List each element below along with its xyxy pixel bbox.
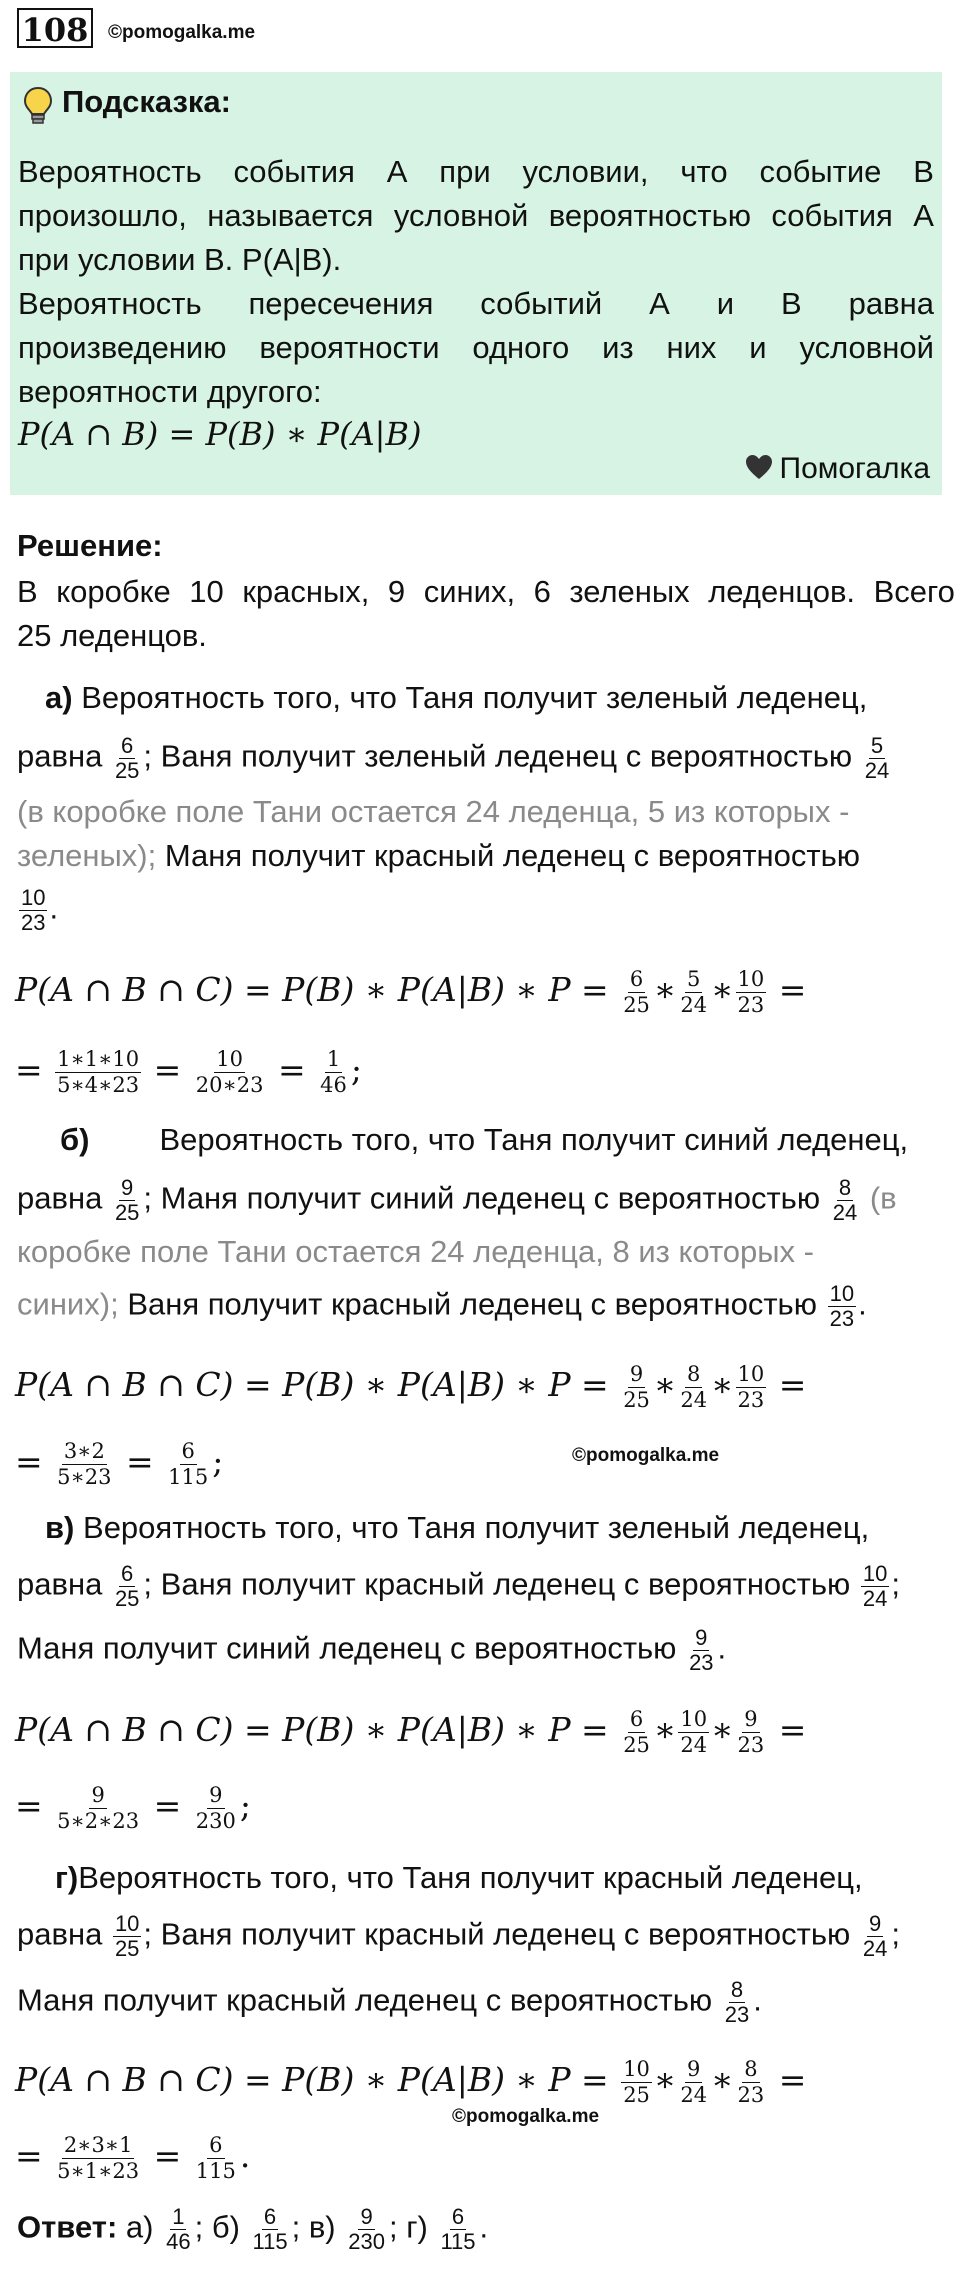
- fraction: $\frac{10}{23}$: [829, 1281, 855, 1331]
- word: коробке: [56, 574, 171, 609]
- word: пересечения: [248, 286, 434, 321]
- word: называется: [207, 198, 374, 233]
- fraction: $\frac{6}{115}$: [252, 2204, 288, 2254]
- fraction: $\frac{1}{46}$: [320, 1046, 347, 1097]
- hint-p1-line3: при условии В. Р(А|В).: [18, 242, 342, 277]
- solution-intro-line2: 25 леденцов.: [17, 618, 207, 653]
- fraction: $\frac{5}{24}$: [864, 733, 890, 783]
- part-b-line2: равна $\frac{9}{25}$ ; Маня получит синий леденец с вероятностью $\frac{8}{24}$ (в: [17, 1175, 897, 1225]
- word: равна: [848, 286, 934, 321]
- word: В: [781, 286, 802, 321]
- word: условии,: [522, 154, 649, 189]
- fraction: $\frac{9}{23}$: [737, 1706, 765, 1757]
- answer-label: Ответ:: [17, 2209, 118, 2245]
- solution-intro-line1: [17, 572, 955, 612]
- word: А: [386, 154, 408, 189]
- part-a-text1: Вероятность того, что Таня получит зеленый леденец,: [81, 680, 868, 715]
- fraction: $\frac{9}{230}$: [195, 1782, 236, 1833]
- fraction: $\frac{10}{20∗23}$: [195, 1046, 264, 1097]
- hint-p2-line1: [18, 282, 934, 326]
- hint-box: [10, 72, 942, 495]
- hint-p2-line3: вероятности другого:: [18, 374, 322, 409]
- fraction: $\frac{8}{23}$: [724, 1977, 750, 2027]
- fraction: $\frac{9}{230}$: [348, 2204, 385, 2254]
- word: при: [439, 154, 491, 189]
- part-d-eq1: P(A ∩ B ∩ C) = P(B) ∗ P(A|B) ∗ P = $\frac{10}{25}$ ∗ $\frac{9}{24}$ ∗ $\frac{8}{23}$ =: [15, 2056, 807, 2107]
- part-c-line2: равна $\frac{6}{25}$ ; Ваня получит красный леденец с вероятностью $\frac{10}{24}$ ;: [17, 1561, 901, 1611]
- hint-p1-line2: [18, 194, 934, 238]
- word: зеленых: [569, 574, 690, 609]
- fraction: $\frac{10}{25}$: [114, 1911, 140, 1961]
- hint-formula: P(A ∩ B) = P(B) ∗ P(A|B): [18, 415, 422, 453]
- fraction: $\frac{1∗1∗10}{5∗4∗23}$: [57, 1046, 140, 1097]
- fraction: $\frac{6}{25}$: [114, 1561, 140, 1611]
- word: произошло,: [18, 198, 187, 233]
- word: 6: [533, 574, 551, 609]
- word: и: [716, 286, 735, 321]
- word: Вероятность: [18, 154, 202, 189]
- fraction: $\frac{6}{115}$: [440, 2204, 476, 2254]
- fraction: $\frac{9}{25}$: [623, 1361, 650, 1412]
- part-b-line4: синих); Ваня получит красный леденец с вероятностью $\frac{10}{23}$ .: [17, 1281, 867, 1331]
- part-c-eq2: = $\frac{9}{5∗2∗23}$ = $\frac{9}{230}$ ;: [15, 1782, 251, 1833]
- fraction: $\frac{10}{23}$: [21, 885, 46, 935]
- part-b-line1: б) Вероятность того, что Таня получит синий леденец,: [60, 1122, 909, 1157]
- heart-icon: [744, 452, 774, 482]
- watermark-3: ©pomogalka.me: [452, 2106, 600, 2127]
- part-a-eq1: P(A ∩ B ∩ C) = P(B) ∗ P(A|B) ∗ P = $\frac{6}{25}$ ∗ $\frac{5}{24}$ ∗ $\frac{10}{23}$ =: [15, 966, 807, 1017]
- word: 10: [189, 574, 224, 609]
- part-a-label: а): [45, 680, 73, 715]
- fraction: $\frac{8}{23}$: [737, 2056, 765, 2107]
- fraction: $\frac{10}{24}$: [680, 1706, 708, 1757]
- part-a-eq2: = $\frac{1∗1∗10}{5∗4∗23}$ = $\frac{10}{20∗23}$ = $\frac{1}{46}$ ;: [15, 1046, 362, 1097]
- part-d-eq2: = $\frac{2∗3∗1}{5∗1∗23}$ = $\frac{6}{115}$ .: [15, 2132, 251, 2183]
- word: А: [913, 198, 934, 233]
- fraction: $\frac{6}{115}$: [168, 1438, 209, 1489]
- word: вероятностью: [548, 198, 752, 233]
- solution-title: Решение:: [17, 528, 163, 563]
- answer-line: Ответ: а) $\frac{1}{46}$ ; б) $\frac{6}{115}$ ; в) $\frac{9}{230}$ ; г) $\frac{6}{115}$ .: [17, 2204, 489, 2254]
- fraction: $\frac{10}{25}$: [623, 2056, 650, 2107]
- part-d-line3: Маня получит красный леденец с вероятностью $\frac{8}{23}$ .: [17, 1977, 762, 2027]
- word: Всего: [873, 574, 955, 609]
- word: условной: [799, 330, 934, 365]
- part-c-eq1: P(A ∩ B ∩ C) = P(B) ∗ P(A|B) ∗ P = $\frac{6}{25}$ ∗ $\frac{10}{24}$ ∗ $\frac{9}{23}$ =: [15, 1706, 807, 1757]
- fraction: $\frac{9}{23}$: [689, 1625, 714, 1675]
- word: произведению: [18, 330, 227, 365]
- fraction: $\frac{10}{23}$: [737, 1361, 765, 1412]
- fraction: $\frac{9}{24}$: [862, 1911, 888, 1961]
- part-a-text2b: ; Ваня получит зеленый леденец с вероятностью: [143, 738, 853, 774]
- lightbulb-icon: [22, 86, 54, 126]
- part-d-label: г): [55, 1860, 79, 1895]
- fraction: $\frac{8}{24}$: [832, 1175, 858, 1225]
- fraction: $\frac{3∗2}{5∗23}$: [57, 1438, 112, 1489]
- part-d-line2: равна $\frac{10}{25}$ ; Ваня получит красный леденец с вероятностью $\frac{9}{24}$ ;: [17, 1911, 901, 1961]
- word: из: [602, 330, 634, 365]
- part-a-line1: [45, 678, 867, 718]
- brand: [744, 452, 931, 486]
- part-b-label: б): [60, 1122, 90, 1157]
- word: одного: [472, 330, 570, 365]
- fraction: $\frac{10}{24}$: [862, 1561, 888, 1611]
- word: В: [913, 154, 934, 189]
- part-c-line1: в) Вероятность того, что Таня получит зеленый леденец,: [45, 1510, 870, 1545]
- word: события: [771, 198, 893, 233]
- part-b-eq2: = $\frac{3∗2}{5∗23}$ = $\frac{6}{115}$ ;: [15, 1438, 224, 1489]
- part-a-text2a: равна: [17, 738, 103, 774]
- word: событий: [480, 286, 603, 321]
- word: красных,: [242, 574, 370, 609]
- brand-label: Помогалка: [779, 452, 930, 485]
- part-a-line2: [17, 734, 893, 783]
- part-d-line1: г)Вероятность того, что Таня получит красный леденец,: [55, 1860, 863, 1895]
- word: Вероятность: [18, 286, 202, 321]
- part-a-line4: зеленых); Маня получит красный леденец с вероятностью: [17, 838, 860, 873]
- fraction: $\frac{5}{24}$: [680, 966, 708, 1017]
- fraction: $\frac{6}{115}$: [195, 2132, 236, 2183]
- hint-p1-line1: [18, 150, 934, 194]
- word: них: [666, 330, 717, 365]
- fraction: $\frac{6}{25}$: [623, 966, 650, 1017]
- word: леденцов.: [708, 574, 856, 609]
- word: А: [649, 286, 670, 321]
- word: 9: [387, 574, 406, 609]
- fraction: $\frac{8}{24}$: [680, 1361, 708, 1412]
- fraction: $\frac{6}{25}$: [623, 1706, 650, 1757]
- word: событие: [759, 154, 882, 189]
- part-b-eq1: P(A ∩ B ∩ C) = P(B) ∗ P(A|B) ∗ P = $\frac{9}{25}$ ∗ $\frac{8}{24}$ ∗ $\frac{10}{23}$ =: [15, 1361, 807, 1412]
- fraction: $\frac{1}{46}$: [166, 2204, 191, 2254]
- part-a-line3: (в коробке поле Тани остается 24 леденца, 5 из которых -: [17, 794, 850, 829]
- word: вероятности: [259, 330, 440, 365]
- part-c-line3: Маня получит синий леденец с вероятностью $\frac{9}{23}$ .: [17, 1625, 727, 1675]
- fraction: $\frac{2∗3∗1}{5∗1∗23}$: [57, 2132, 140, 2183]
- task-number: 108: [17, 8, 93, 48]
- watermark: ©pomogalka.me: [108, 22, 256, 43]
- fraction: $\frac{9}{25}$: [114, 1175, 140, 1225]
- fraction: $\frac{9}{24}$: [680, 2056, 708, 2107]
- hint-title: Подсказка:: [62, 84, 231, 119]
- word: условной: [393, 198, 529, 233]
- word: и: [749, 330, 767, 365]
- word: что: [680, 154, 728, 189]
- part-a-line5: $\frac{10}{23}$ .: [21, 885, 59, 935]
- part-c-label: в): [45, 1510, 75, 1545]
- word: В: [17, 574, 38, 609]
- fraction: $\frac{6}{25}$: [114, 733, 140, 783]
- watermark-2: ©pomogalka.me: [572, 1445, 720, 1466]
- part-b-line3: коробке поле Тани остается 24 леденца, 8 из которых -: [17, 1234, 814, 1269]
- hint-p2-line2: [18, 326, 934, 370]
- fraction: $\frac{10}{23}$: [737, 966, 765, 1017]
- word: синих,: [423, 574, 516, 609]
- fraction: $\frac{9}{5∗2∗23}$: [57, 1782, 140, 1833]
- word: события: [233, 154, 355, 189]
